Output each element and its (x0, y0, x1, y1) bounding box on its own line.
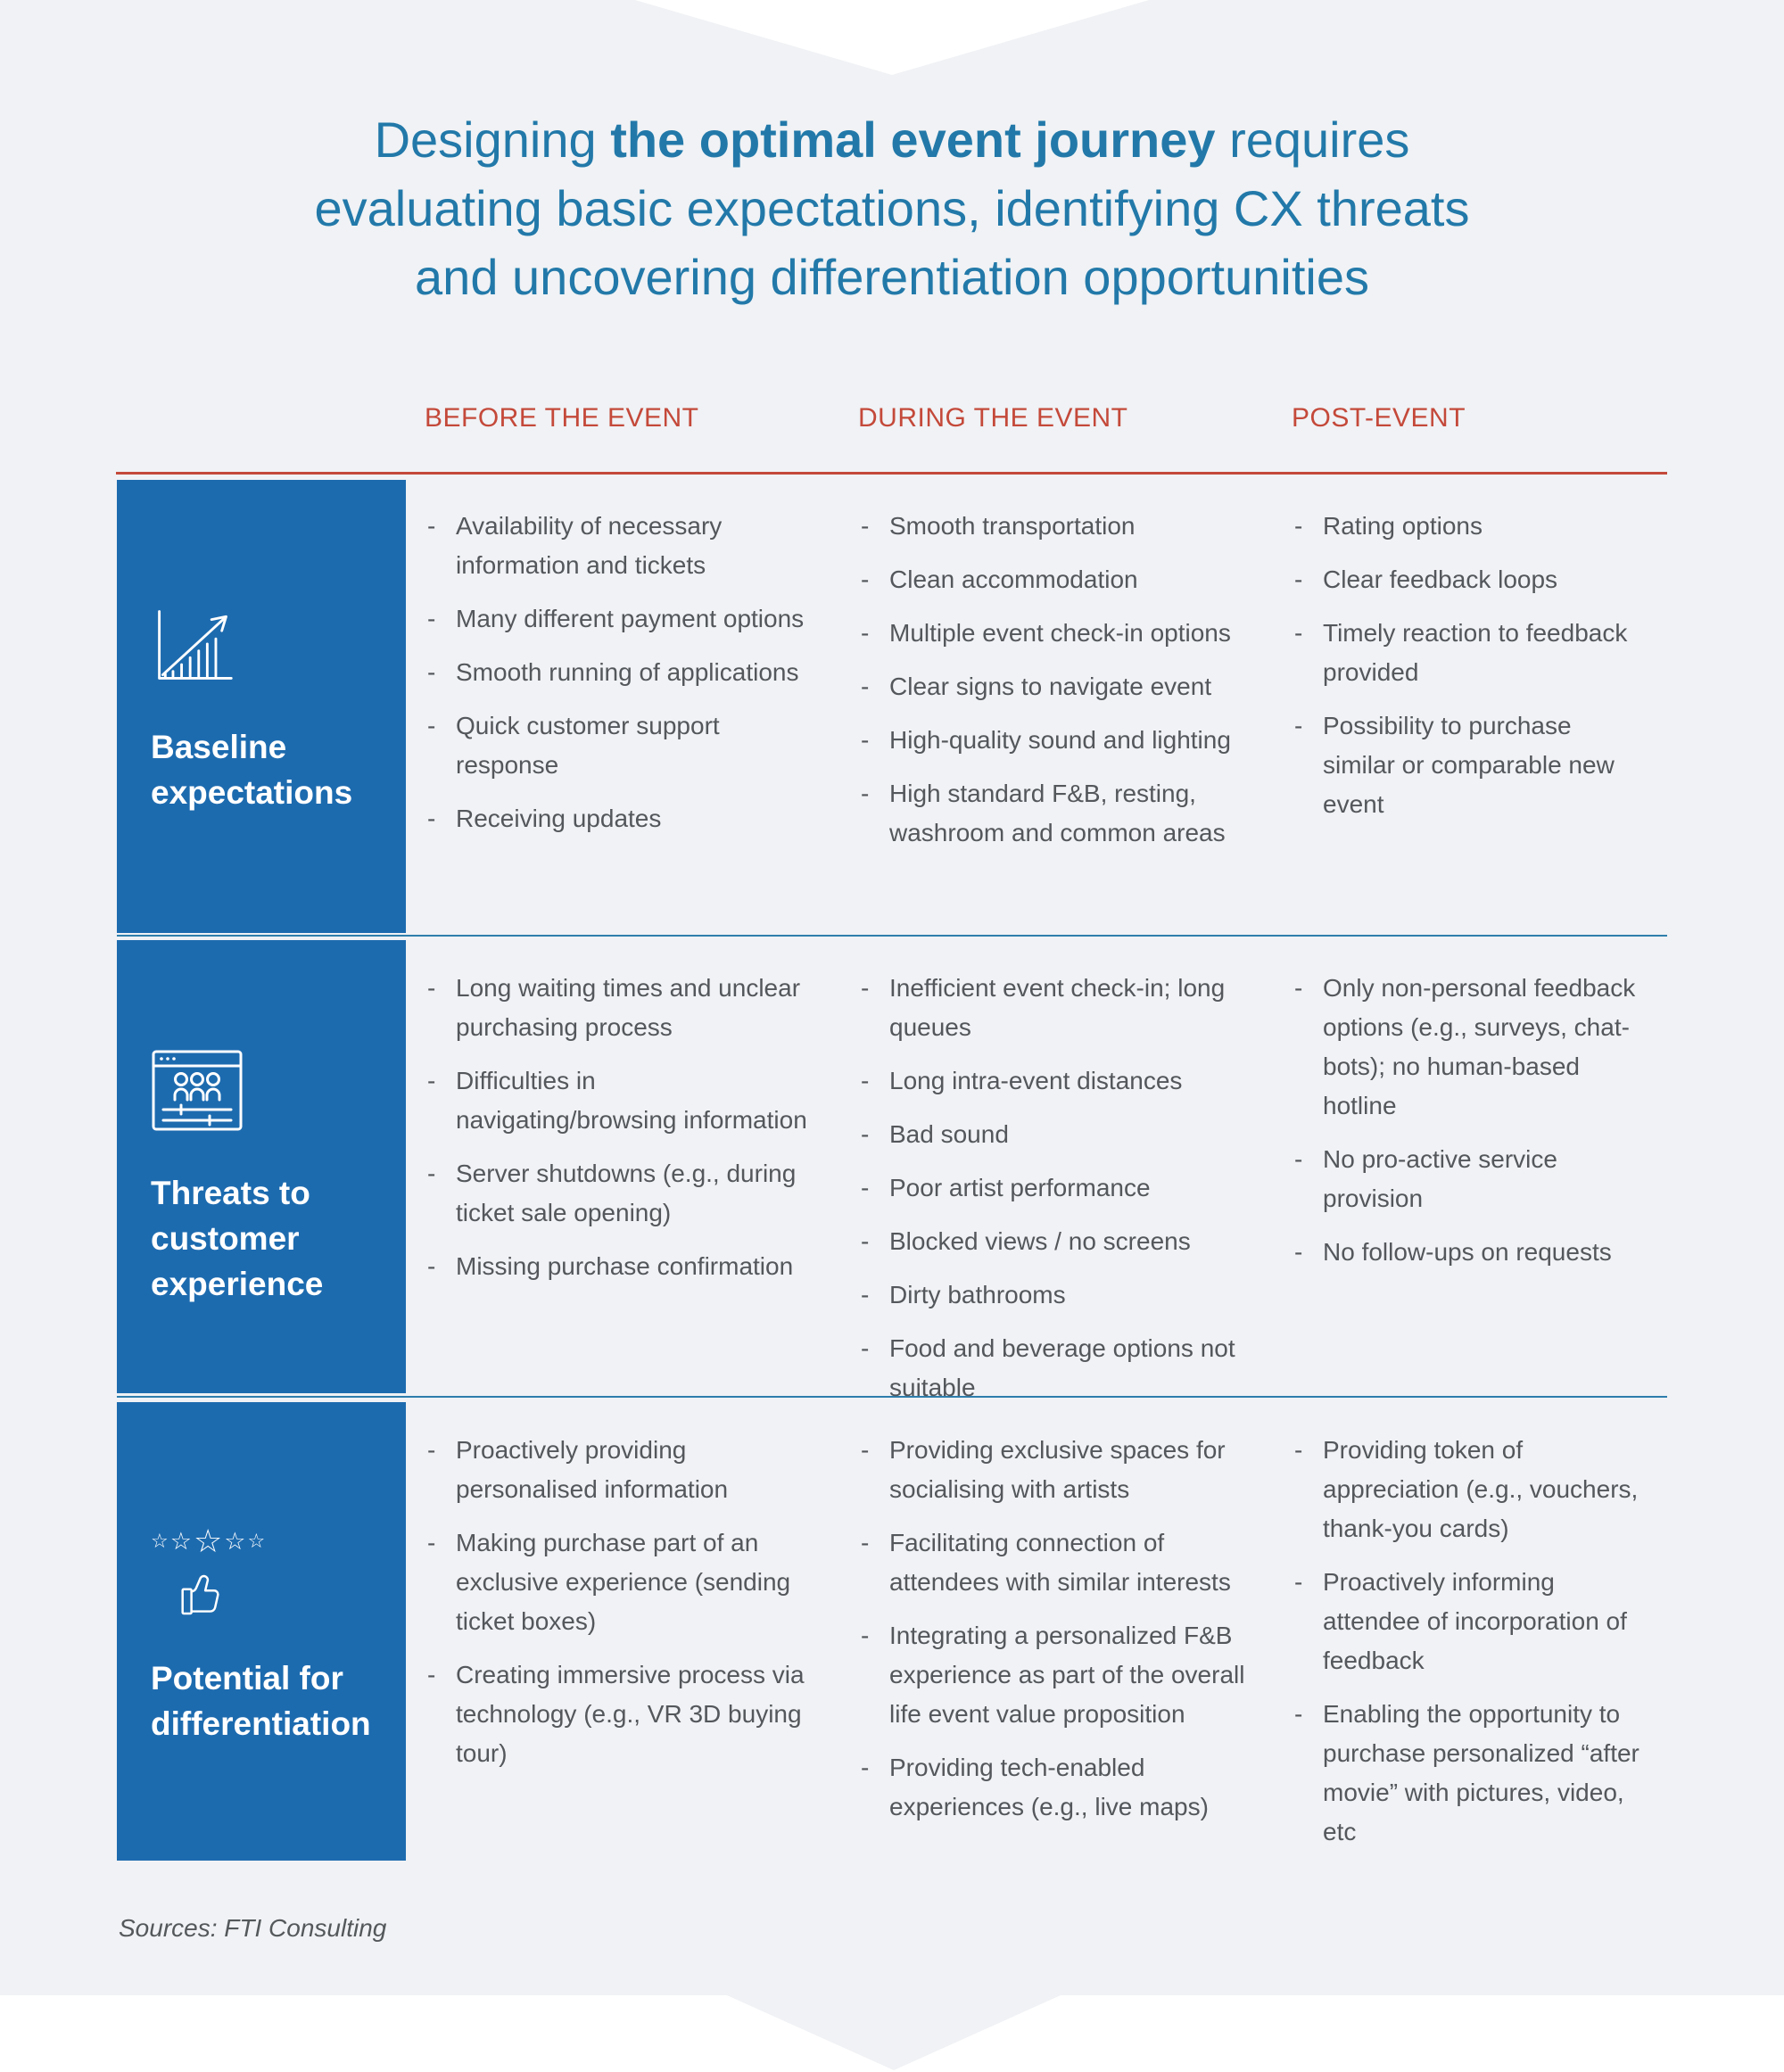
bullet-item: - Timely reaction to feedback provided (1293, 614, 1641, 692)
top-chevron-decoration (635, 0, 1149, 75)
journey-table (117, 480, 1668, 1861)
bottom-band (0, 1995, 1784, 2072)
bullet-item: - Clean accommodation (859, 560, 1246, 599)
column-header-post-event: POST-EVENT (1292, 403, 1466, 433)
bullet-item: - Inefficient event check-in; long queues (859, 969, 1246, 1047)
bullet-item: - Enabling the opportunity to purchase personalized “after movie” with pictures, video, etc (1293, 1695, 1641, 1852)
row-header-threats-to-cx (117, 940, 406, 1393)
bullet-item: - High standard F&B, resting, washroom and common areas (859, 774, 1246, 853)
page-title (0, 105, 1784, 311)
bullet-item: - Facilitating connection of attendees with similar interests (859, 1523, 1246, 1602)
bullet-item: - Providing exclusive spaces for socialising with artists (859, 1431, 1246, 1509)
bullet-item: - Bad sound (859, 1115, 1246, 1154)
bullet-item: - Clear feedback loops (1293, 560, 1641, 599)
bullet-item: - Providing tech-enabled experiences (e.g., live maps) (859, 1748, 1246, 1827)
bullet-item: - Receiving updates (425, 799, 813, 838)
cell-differentiation-during-event (839, 1431, 1273, 1841)
bullet-item: - Proactively informing attendee of incorporation of feedback (1293, 1563, 1641, 1680)
cell-baseline-before-event (406, 507, 839, 853)
cell-threats-during-event (839, 969, 1273, 1422)
bullet-item: - Dirty bathrooms (859, 1275, 1246, 1315)
bullet-item: - Blocked views / no screens (859, 1222, 1246, 1261)
bullet-item: - Difficulties in navigating/browsing information (425, 1061, 813, 1140)
bullet-item: - High-quality sound and lighting (859, 721, 1246, 760)
bullet-item: - Smooth transportation (859, 507, 1246, 546)
cell-differentiation-before-event (406, 1431, 839, 1787)
cell-threats-before-event (406, 969, 839, 1300)
cell-threats-post-event (1273, 969, 1668, 1286)
bullet-item: - Food and beverage options not suitable (859, 1329, 1246, 1407)
audience-browser-icon (151, 1049, 379, 1133)
row-header-baseline-expectations (117, 480, 406, 933)
bullet-item: - Possibility to purchase similar or comparable new event (1293, 706, 1641, 824)
source-note: Sources: FTI Consulting (119, 1914, 387, 1942)
bullet-item: - Multiple event check-in options (859, 614, 1246, 653)
bullet-item: - Server shutdowns (e.g., during ticket sale opening) (425, 1154, 813, 1233)
column-header-before-event: BEFORE THE EVENT (425, 403, 699, 433)
row-header-potential-differentiation (117, 1402, 406, 1861)
row-label: Potential for differentiation (151, 1660, 371, 1742)
thumbs-up-stars-icon (151, 1523, 379, 1618)
bullet-item: - Availability of necessary information and tickets (425, 507, 813, 585)
bullet-item: - Integrating a personalized F&B experience as part of the overall life event value proposition (859, 1616, 1246, 1734)
row-label: Threats to customer experience (151, 1175, 324, 1302)
title-line-1: Designing the optimal event journey requires (374, 111, 1410, 168)
bullet-item: - No follow-ups on requests (1293, 1233, 1641, 1272)
title-line-2: evaluating basic expectations, identifying CX threats (314, 180, 1470, 236)
row-divider-1 (117, 935, 1667, 937)
bottom-chevron-decoration (727, 1995, 1061, 2070)
row-label: Baseline expectations (151, 729, 353, 811)
title-line-3: and uncovering differentiation opportunities (415, 249, 1369, 305)
bullet-item: - Proactively providing personalised information (425, 1431, 813, 1509)
bullet-item: - Creating immersive process via technology (e.g., VR 3D buying tour) (425, 1655, 813, 1773)
thumbs-up-icon (174, 1563, 231, 1618)
bullet-item: - Rating options (1293, 507, 1641, 546)
growth-chart-icon (151, 601, 379, 687)
bullet-item: - Missing purchase confirmation (425, 1247, 813, 1286)
bullet-item: - Many different payment options (425, 599, 813, 639)
bullet-item: - Long intra-event distances (859, 1061, 1246, 1101)
bullet-item: - Long waiting times and unclear purchasing process (425, 969, 813, 1047)
bullet-item: - Poor artist performance (859, 1168, 1246, 1208)
bullet-item: - Quick customer support response (425, 706, 813, 785)
cell-baseline-during-event (839, 507, 1273, 867)
header-rule (116, 472, 1667, 475)
bullet-item: - Clear signs to navigate event (859, 667, 1246, 706)
bullet-item: - Smooth running of applications (425, 653, 813, 692)
column-header-during-event: DURING THE EVENT (858, 403, 1128, 433)
bullet-item: - Making purchase part of an exclusive experience (sending ticket boxes) (425, 1523, 813, 1641)
cell-differentiation-post-event (1273, 1431, 1668, 1866)
cell-baseline-post-event (1273, 507, 1668, 838)
five-stars-icon: ☆ ☆ ☆ ☆ ☆ (151, 1523, 268, 1560)
bullet-item: - No pro-active service provision (1293, 1140, 1641, 1218)
bullet-item: - Providing token of appreciation (e.g., vouchers, thank-you cards) (1293, 1431, 1641, 1548)
bullet-item: - Only non-personal feedback options (e.g., surveys, chat-bots); no human-based hotline (1293, 969, 1641, 1126)
